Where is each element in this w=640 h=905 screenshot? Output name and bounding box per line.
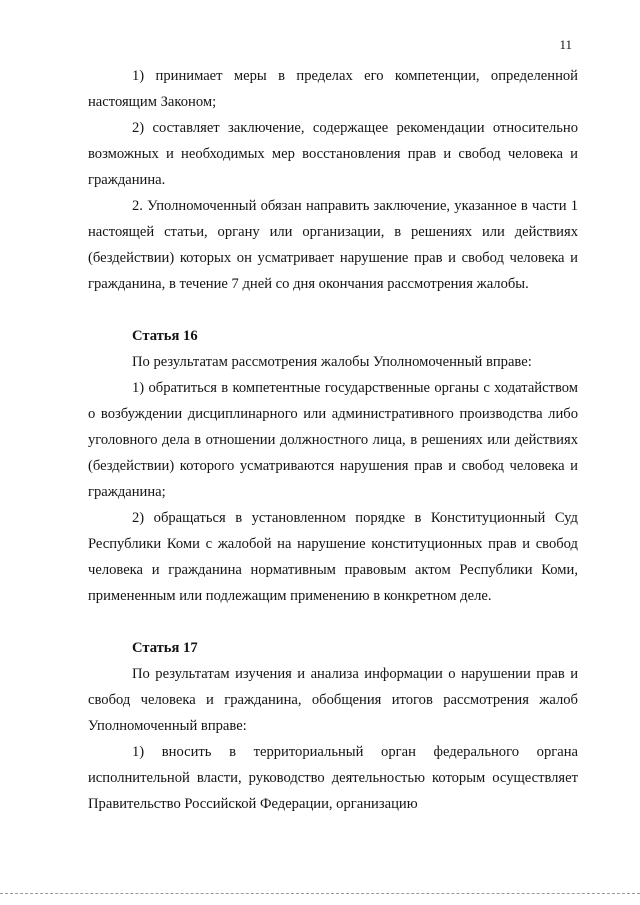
article-16-paragraph-1: По результатам рассмотрения жалобы Уполномоченный вправе: [132,354,532,370]
page-number: 11 [559,37,572,52]
document-body [88,63,578,817]
paragraph-3: 2. Уполномоченный обязан направить заключение, указанное в части 1 настоящей статьи, органу или организации, в решениях или действиях (бездействии) которых он усматривает нарушение прав и свобод человека и гражданина, в течение 7 дней со дня окончания рассмотрения жалобы. [88,198,578,292]
page-bottom-divider [0,893,640,894]
paragraph-2: 2) составляет заключение, содержащее рекомендации относительно возможных и необходимых мер восстановления прав и свобод человека и гражданина. [88,120,578,188]
article-17-paragraph-2: 1) вносить в территориальный орган федерального органа исполнительной власти, руководство деятельностью которым осуществляет Правительство Российской Федерации, организацию [88,744,578,812]
article-16-heading: Статья 16 [132,328,198,344]
section-spacer [88,609,578,635]
article-16-paragraph-2: 1) обратиться в компетентные государственные органы с ходатайством о возбуждении дисциплинарного или административного производства либо уголовного дела в отношении должностного лица, в решениях или действиях (бездействии) которого усматриваются нарушения прав и свобод человека и гражданина; [88,380,578,500]
article-16-paragraph-3: 2) обращаться в установленном порядке в Конституционный Суд Республики Коми с жалобой на нарушение конституционных прав и свобод человека и гражданина нормативным правовым актом Республики Коми, примененным или подлежащим применению в конкретном деле. [88,510,578,604]
article-17-paragraph-1: По результатам изучения и анализа информации о нарушении прав и свобод человека и гражданина, обобщения итогов рассмотрения жалоб Уполномоченный вправе: [88,666,578,734]
section-spacer [88,297,578,323]
article-17-heading: Статья 17 [132,640,198,656]
paragraph-1: 1) принимает меры в пределах его компетенции, определенной настоящим Законом; [88,68,578,110]
